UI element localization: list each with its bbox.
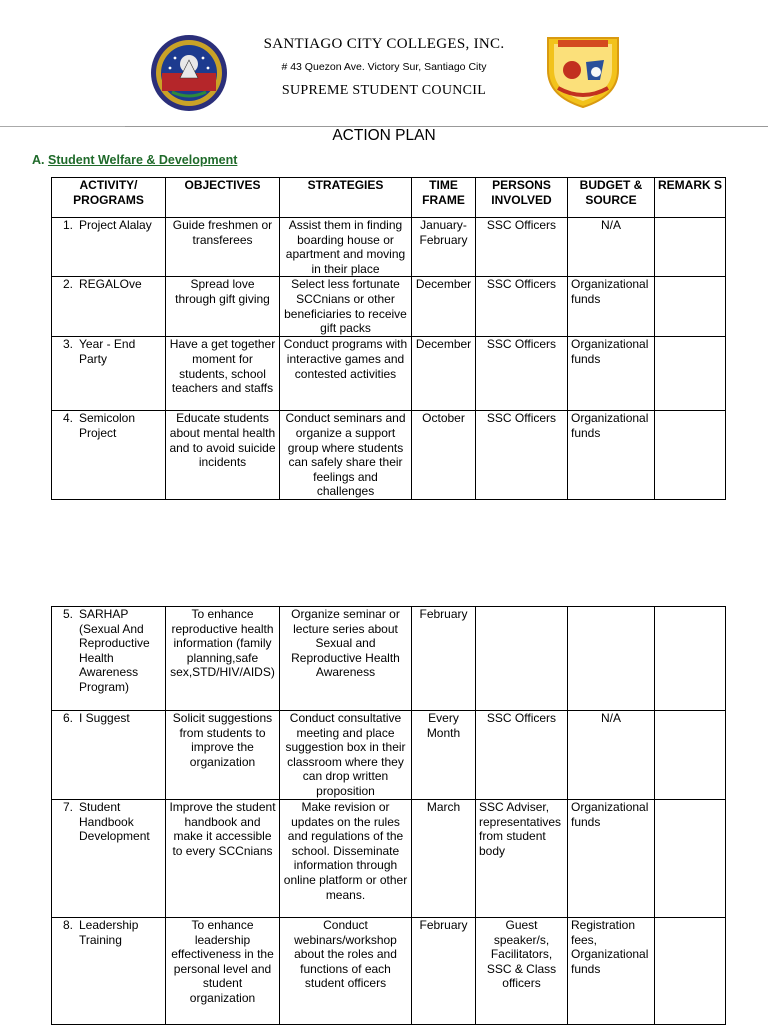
section-letter: A. <box>32 153 45 167</box>
ssc-shield-logo <box>542 30 624 108</box>
table-row <box>52 607 726 711</box>
column-header: STRATEGIES <box>280 178 412 218</box>
row-number: 4. <box>62 411 73 426</box>
objectives-cell: To enhance reproductive health information (family planning,safe sex,STD/HIV/AIDS) <box>166 607 280 711</box>
activity-cell: REGALOve <box>79 277 142 292</box>
budget-cell: N/A <box>568 218 655 277</box>
objectives-cell: To enhance leadership effectiveness in the personal level and student organization <box>166 918 280 1025</box>
persons-cell: SSC Officers <box>476 337 568 411</box>
table-header-row <box>52 178 726 218</box>
objectives-cell: Solicit suggestions from students to improve the organization <box>166 711 280 800</box>
persons-cell <box>476 607 568 711</box>
objectives-cell: Guide freshmen or transferees <box>166 218 280 277</box>
activity-cell: Leadership Training <box>79 918 139 947</box>
column-header: TIME FRAME <box>412 178 476 218</box>
budget-cell: Organizational funds <box>568 411 655 500</box>
strategies-cell: Conduct seminars and organize a support group where students can safely share their feelings and challenges <box>280 411 412 500</box>
persons-cell: SSC Officers <box>476 711 568 800</box>
activity-cell: Year - End Party <box>79 337 136 366</box>
row-number: 6. <box>62 711 73 725</box>
action-plan-table <box>51 177 726 500</box>
objectives-cell: Have a get together moment for students, school teachers and staffs <box>166 337 280 411</box>
time-frame-cell: March <box>412 800 476 918</box>
strategies-cell: Organize seminar or lecture series about Sexual and Reproductive Health Awareness <box>280 607 412 711</box>
strategies-cell: Make revision or updates on the rules and regulations of the school. Disseminate information through online platform or other means. <box>280 800 412 918</box>
section-heading <box>32 153 237 167</box>
row-number: 5. <box>62 607 73 621</box>
budget-cell: Organizational funds <box>568 277 655 337</box>
time-frame-cell: December <box>412 337 476 411</box>
activity-cell: SARHAP (Sexual And Reproductive Health Awareness Program) <box>79 607 150 694</box>
row-number: 3. <box>62 337 73 352</box>
persons-cell: SSC Adviser, representatives from student body <box>476 800 568 918</box>
activity-cell: Student Handbook Development <box>79 800 150 844</box>
budget-cell: Organizational funds <box>568 800 655 918</box>
time-frame-cell: Every Month <box>412 711 476 800</box>
time-frame-cell: January-February <box>412 218 476 277</box>
column-header: REMARK S <box>655 178 726 218</box>
remarks-cell <box>655 918 726 1025</box>
section-title: Student Welfare & Development <box>47 153 238 167</box>
row-number: 8. <box>62 918 73 932</box>
column-header: PERSONS INVOLVED <box>476 178 568 218</box>
time-frame-cell: February <box>412 918 476 1025</box>
strategies-cell: Assist them in finding boarding house or apartment and moving in their place <box>280 218 412 277</box>
college-name: SANTIAGO CITY COLLEGES, INC. <box>263 36 505 52</box>
row-number: 2. <box>62 277 73 292</box>
remarks-cell <box>655 411 726 500</box>
table-row <box>52 918 726 1025</box>
remarks-cell <box>655 277 726 337</box>
persons-cell: SSC Officers <box>476 277 568 337</box>
strategies-cell: Conduct programs with interactive games and contested activities <box>280 337 412 411</box>
activity-cell: I Suggest <box>79 711 130 725</box>
objectives-cell: Educate students about mental health and to avoid suicide incidents <box>166 411 280 500</box>
remarks-cell <box>655 218 726 277</box>
column-header: BUDGET & SOURCE <box>568 178 655 218</box>
activity-cell: Semicolon Project <box>79 411 136 440</box>
row-number: 7. <box>62 800 73 814</box>
strategies-cell: Select less fortunate SCCnians or other beneficiaries to receive gift packs <box>280 277 412 337</box>
table-row <box>52 800 726 918</box>
time-frame-cell: February <box>412 607 476 711</box>
persons-cell: Guest speaker/s, Facilitators, SSC & Class officers <box>476 918 568 1025</box>
objectives-cell: Improve the student handbook and make it accessible to every SCCnians <box>166 800 280 918</box>
budget-cell: Registration fees, Organizational funds <box>568 918 655 1025</box>
table-row <box>52 337 726 411</box>
strategies-cell: Conduct webinars/workshop about the roles and functions of each student officers <box>280 918 412 1025</box>
column-header: ACTIVITY/ PROGRAMS <box>52 178 166 218</box>
budget-cell <box>568 607 655 711</box>
row-number: 1. <box>62 218 73 232</box>
remarks-cell <box>655 800 726 918</box>
table-row <box>52 277 726 337</box>
table-row <box>52 711 726 800</box>
activity-cell: Project Alalay <box>79 218 152 232</box>
persons-cell: SSC Officers <box>476 411 568 500</box>
remarks-cell <box>655 337 726 411</box>
time-frame-cell: October <box>412 411 476 500</box>
budget-cell: N/A <box>568 711 655 800</box>
table-row <box>52 411 726 500</box>
strategies-cell: Conduct consultative meeting and place suggestion box in their classroom where they can drop written proposition <box>280 711 412 800</box>
column-header: OBJECTIVES <box>166 178 280 218</box>
remarks-cell <box>655 711 726 800</box>
council-name: SUPREME STUDENT COUNCIL <box>281 83 487 98</box>
objectives-cell: Spread love through gift giving <box>166 277 280 337</box>
table-row <box>52 218 726 277</box>
document-title: ACTION PLAN <box>332 127 436 144</box>
action-plan-table-continued <box>51 606 726 1025</box>
remarks-cell <box>655 607 726 711</box>
college-address: # 43 Quezon Ave. Victory Sur, Santiago City <box>281 61 487 73</box>
budget-cell: Organizational funds <box>568 337 655 411</box>
persons-cell: SSC Officers <box>476 218 568 277</box>
time-frame-cell: December <box>412 277 476 337</box>
